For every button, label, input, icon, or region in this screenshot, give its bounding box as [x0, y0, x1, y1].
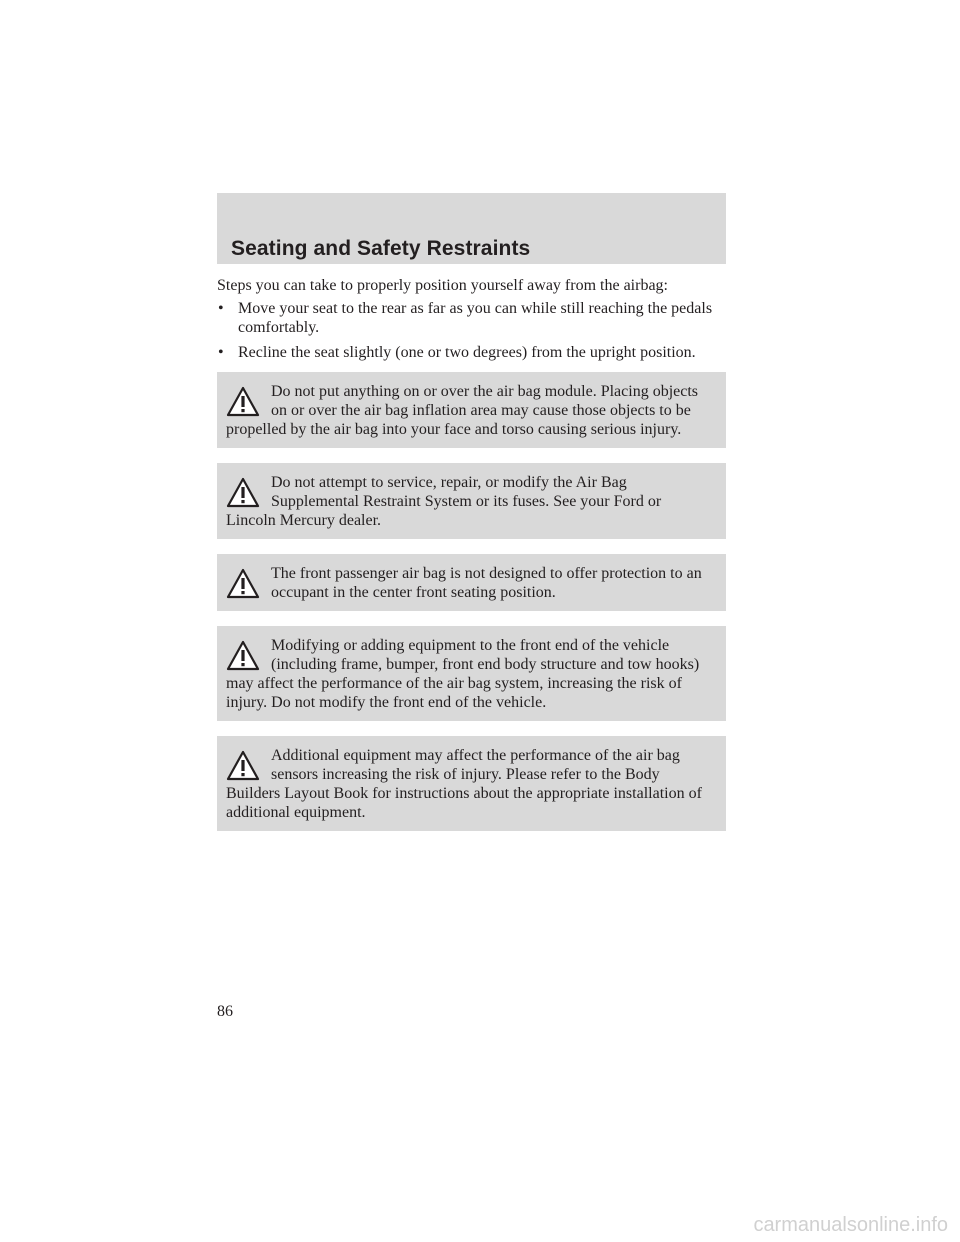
bullet-icon: •: [218, 300, 224, 317]
section-title: Seating and Safety Restraints: [231, 237, 531, 260]
warning-triangle-icon: [226, 386, 260, 418]
warning-triangle-icon: [226, 750, 260, 782]
list-item-text: Recline the seat slightly (one or two degrees) from the upright position.: [238, 344, 696, 361]
warning-box: [217, 736, 726, 831]
warning-text: Do not put anything on or over the air bag module. Placing objects on or over the air bag inflation area may cause those objects to be propelled by the air bag into your face and torso causing serious injury.: [226, 383, 699, 438]
warning-box: [217, 463, 726, 539]
list-item-text: Move your seat to the rear as far as you can while still reaching the pedals comfortably.: [238, 300, 713, 336]
warning-triangle-icon: [226, 568, 260, 600]
warning-triangle-icon: [226, 640, 260, 672]
warning-box: [217, 626, 726, 721]
page-number: 86: [217, 1003, 233, 1020]
warning-text: Modifying or adding equipment to the front end of the vehicle (including frame, bumper, front end body structure and tow hooks) may affect the performance of the air bag system, increasing the risk of injury. Do not modify the front end of the vehicle.: [226, 637, 700, 711]
intro-paragraph: Steps you can take to properly position yourself away from the airbag:: [217, 277, 668, 294]
warning-triangle-icon: [226, 477, 260, 509]
warning-text: The front passenger air bag is not designed to offer protection to an occupant in the center front seating position.: [271, 565, 702, 601]
section-header-band: [217, 193, 726, 264]
warning-text: Additional equipment may affect the performance of the air bag sensors increasing the risk of injury. Please refer to the Body Builders Layout Book for instructions about the appropriate installation of additional equipment.: [226, 747, 702, 821]
bullet-list: [217, 299, 726, 362]
warning-text: Do not attempt to service, repair, or modify the Air Bag Supplemental Restraint System or its fuses. See your Ford or Lincoln Mercury dealer.: [226, 474, 662, 529]
page-content: [217, 276, 726, 831]
watermark: carmanualsonline.info: [753, 1214, 948, 1236]
warning-box: [217, 554, 726, 611]
warning-box: [217, 372, 726, 448]
list-item: [217, 299, 726, 337]
list-item: [217, 343, 726, 362]
bullet-icon: •: [218, 344, 224, 361]
